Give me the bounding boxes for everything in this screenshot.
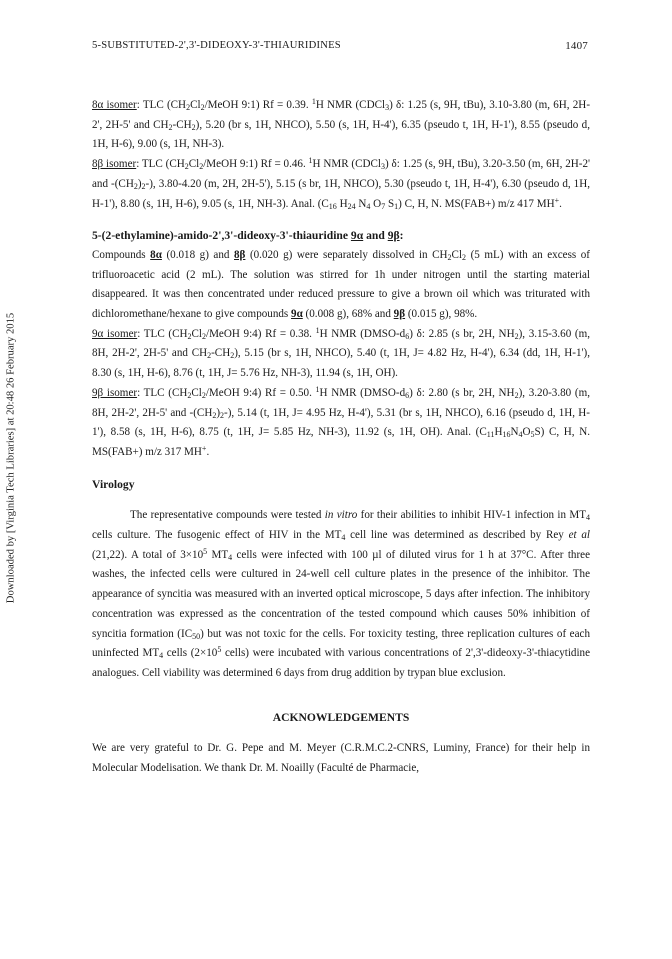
download-watermark-text: Downloaded by [Virginia Tech Libraries] at 20:48 26 February 2015: [5, 312, 17, 604]
section-spacer: [92, 727, 590, 739]
isomer-data-paragraph: 8α isomer: TLC ($CH_2Cl_2$/MeOH 9:1) Rf = 0.39. $^1$H NMR (CDCl$_3$) δ: 1.25 (s, 9H, tBu), 3.10-3.80 (m, 6H, 2H-2', 2H-5' and $CH_2-CH_2$), 5.20 (br s, 1H, NHCO), 5.50 (s, 1H, H-4'), 6.35 (pseudo t, 1H, H-1'), 8.55 (pseudo d, 1H, H-6), 9.00 (s, 1H, NH-3).: [92, 97, 591, 151]
section-spacer: [92, 214, 590, 226]
section-heading: ACKNOWLEDGEMENTS: [272, 710, 410, 724]
body-paragraph: The representative compounds were tested in vitro for their abilities to inhibit HIV-1 infection in $MT_4$ cells culture. The fusogenic effect of HIV in the $MT_4$ cell line was determined as described by Rey et al (21,22). A total of $3\times 10^5$ $MT_4$ cells were infected with 100 µl of diluted virus for 1 h at 37°C. After three washes, the infected cells were cultured in 24-well cell culture plates in the presence of the inhibitor. The appearance of syncitia was measured with an inverted optical microscope, 5 days after infection. The inhibitory concentration was expressed as the concentration of the tested compound which causes 50% inhibition of syncitia formation $(IC_{50})$ but was not toxic for the cells. For toxicity testing, three replication cultures of each uninfected $MT_4$ cells ($2\times 10^5$ cells) were incubated with various concentrations of 2',3'-dideoxy-3'-thiacytidine analogues. Cell viability was determined 6 days from drug addition by trypan blue exclusion.: [92, 509, 591, 679]
body-paragraph: We are very grateful to Dr. G. Pepe and M. Meyer (C.R.M.C.2-CNRS, Luminy, France) for their help in Molecular Modelisation. We thank Dr. M. Noailly (Faculté de Pharmacie,: [92, 742, 590, 775]
isomer-data-paragraph: 8β isomer: TLC ($CH_2Cl_2$/MeOH 9:1) Rf = 0.46. $^1$H NMR (CDCl$_3$) δ: 1.25 (s, 9H, tBu), 3.20-3.50 (m, 6H, 2H-2' and $-(CH_2)_2-$), 3.80-4.20 (m, 2H, 2H-5'), 5.15 (s br, 1H, NHCO), 5.30 (pseudo t, 1H, H-4'), 6.30 (pseudo d, 1H, H-1'), 8.80 (s, 1H, H-6), 9.05 (s, 1H, NH-3). Anal. ($C_{16}$ $H_{24}$ $N_4$ $O_7$ $S_1$) C, H, N. MS(FAB+) m/z 417 MH+.: [92, 156, 591, 211]
running-title: 5-SUBSTITUTED-2',3'-DIDEOXY-3'-THIAURIDINES: [92, 40, 341, 51]
page-number: 1407: [565, 40, 588, 52]
isomer-label: 8β isomer: [92, 158, 137, 171]
section-spacer: [92, 696, 590, 708]
section-spacer: [92, 494, 590, 506]
section-spacer: [92, 463, 590, 475]
section-spacer: [92, 684, 590, 696]
article-body: [92, 96, 590, 779]
isomer-label: 8α isomer: [92, 99, 137, 111]
download-watermark: [2, 248, 20, 668]
isomer-label: 9α isomer: [92, 327, 138, 340]
section-heading: 5-(2-ethylamine)-amido-2',3'-dideoxy-3'-thiauridine 9α and 9β:: [92, 229, 404, 243]
section-heading: Virology: [92, 477, 135, 491]
body-paragraph: Compounds 8α (0.018 g) and 8β (0.020 g) were separately dissolved in $CH_2Cl_2$ (5 mL) with an excess of trifluoroacetic acid (2 mL). The solution was stirred for 1h under nitrogen until the starting material disappeared. It was then concentrated under reduced pressure to give a brown oil which was triturated with dichloromethane/hexane to give compounds 9α (0.008 g), 68% and 9β (0.015 g), 98%.: [92, 248, 590, 321]
isomer-label: 9β isomer: [92, 386, 138, 399]
isomer-data-paragraph: 9β isomer: TLC ($CH_2Cl_2$/MeOH 9:4) Rf = 0.50. $^1$H NMR $(DMSO-d_6)$ δ: 2.80 (s br, 2H, $NH_2$), 3.20-3.80 (m, 8H, 2H-2', 2H-5' and $-(CH_2)_2-$), 5.14 (t, 1H, J= 4.95 Hz, H-4'), 5.31 (br s, 1H, NHCO), 6.16 (pseudo d, 1H, H-1'), 8.58 (s, 1H, H-6), 8.75 (t, 1H, J= 5.85 Hz, NH-3), 11.92 (s, 1H, OH). Anal. $(C_{11}H_{16}N_4O_5S)$ C, H, N. MS(FAB+) m/z 317 MH+.: [92, 384, 590, 458]
running-header: [92, 40, 588, 56]
isomer-data-paragraph: 9α isomer: TLC ($CH_2Cl_2$/MeOH 9:4) Rf = 0.38. $^1$H NMR $(DMSO-d_6)$ δ: 2.85 (s br, 2H, $NH_2$), 3.15-3.60 (m, 8H, 2H-2', 2H-5' and $CH_2-CH_2$), 5.15 (br s, 1H, NHCO), 5.40 (t, 1H, J= 4.82 Hz, H-4'), 6.34 (dd, 1H, H-1'), 8.30 (s, 1H, H-6), 8.76 (t, 1H, J= 5.76 Hz, NH-3), 11.94 (s, 1H, OH).: [92, 325, 591, 380]
